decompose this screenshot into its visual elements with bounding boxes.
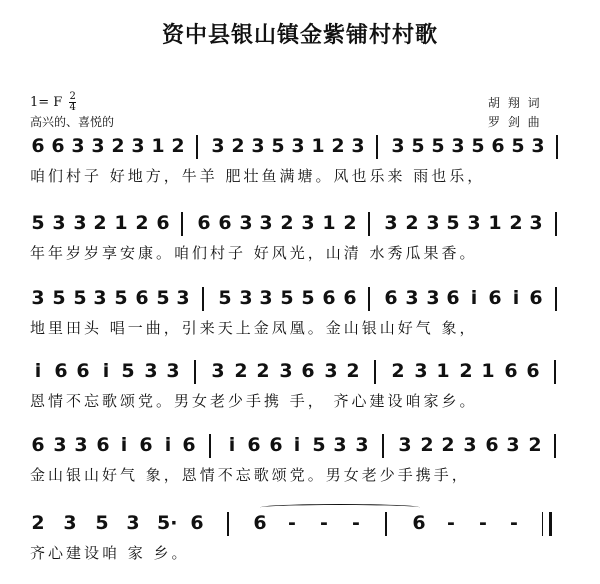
note: 5 bbox=[114, 287, 128, 309]
lyrics-line: 金山银山好气 象，恩情不忘歌颂党。男女老少手携手， bbox=[30, 466, 470, 484]
note: - bbox=[288, 512, 296, 534]
note: 3 bbox=[176, 287, 190, 309]
note: 6 bbox=[218, 212, 232, 234]
barline bbox=[555, 212, 557, 236]
note: 5 bbox=[471, 135, 485, 157]
note: i bbox=[512, 287, 520, 309]
note: 6 bbox=[301, 360, 315, 382]
note: 5 bbox=[271, 135, 285, 157]
note: 3 bbox=[463, 434, 477, 456]
note: 2 bbox=[171, 135, 185, 157]
note: 2 bbox=[31, 512, 45, 534]
final-barline bbox=[542, 512, 552, 536]
time-signature-top: 2 bbox=[69, 91, 76, 102]
notation-line bbox=[30, 210, 570, 236]
note: i bbox=[293, 434, 301, 456]
note: 2 bbox=[331, 135, 345, 157]
note: 6 bbox=[139, 434, 153, 456]
note: 3 bbox=[301, 212, 315, 234]
note: 5 bbox=[73, 287, 87, 309]
note: 6 bbox=[412, 512, 426, 534]
note: 3 bbox=[529, 212, 543, 234]
note: 2 bbox=[135, 212, 149, 234]
note: 5 bbox=[218, 287, 232, 309]
note: i bbox=[228, 434, 236, 456]
note: 5 bbox=[511, 135, 525, 157]
note: 3 bbox=[239, 212, 253, 234]
note: 5 bbox=[121, 360, 135, 382]
note: 2 bbox=[343, 212, 357, 234]
note: 1 bbox=[488, 212, 502, 234]
note: 3 bbox=[211, 135, 225, 157]
note: 5 bbox=[52, 287, 66, 309]
note: 2 bbox=[231, 135, 245, 157]
barline bbox=[194, 360, 196, 384]
note: - bbox=[510, 512, 518, 534]
note: 3 bbox=[451, 135, 465, 157]
note: 6 bbox=[135, 287, 149, 309]
note: 6 bbox=[529, 287, 543, 309]
note: 3 bbox=[74, 434, 88, 456]
lyrics-line: 恩情不忘歌颂党。男女老少手携 手， 齐心建设咱家乡。 bbox=[30, 392, 478, 410]
barline bbox=[382, 434, 384, 458]
note: i bbox=[470, 287, 478, 309]
barline bbox=[385, 512, 387, 536]
note: 3 bbox=[31, 287, 45, 309]
note: 3 bbox=[405, 287, 419, 309]
note: 3 bbox=[251, 135, 265, 157]
note: 6 bbox=[247, 434, 261, 456]
note: 2 bbox=[256, 360, 270, 382]
barline bbox=[368, 212, 370, 236]
note: 6 bbox=[197, 212, 211, 234]
barline bbox=[555, 287, 557, 311]
note: 6 bbox=[96, 434, 110, 456]
lyrics-line: 年年岁岁享安康。咱们村子 好风光，山清 水秀瓜果香。 bbox=[30, 244, 478, 262]
note: 3 bbox=[414, 360, 428, 382]
note: 6 bbox=[488, 287, 502, 309]
note: 1 bbox=[436, 360, 450, 382]
note: 5· bbox=[157, 512, 178, 534]
note: 2 bbox=[346, 360, 360, 382]
note: 3 bbox=[506, 434, 520, 456]
barline bbox=[181, 212, 183, 236]
tempo-marking: 高兴的、喜悦的 bbox=[30, 115, 115, 129]
barline bbox=[374, 360, 376, 384]
note: i bbox=[120, 434, 128, 456]
lyrics-line: 咱们村子 好地方，牛羊 肥壮鱼满塘。风也乐来 雨也乐， bbox=[30, 167, 486, 185]
note: 1 bbox=[114, 212, 128, 234]
note: 6 bbox=[446, 287, 460, 309]
note: 3 bbox=[211, 360, 225, 382]
note: 2 bbox=[528, 434, 542, 456]
note: 2 bbox=[391, 360, 405, 382]
note: 3 bbox=[467, 212, 481, 234]
note: 3 bbox=[384, 212, 398, 234]
note: 2 bbox=[93, 212, 107, 234]
note: 3 bbox=[239, 287, 253, 309]
note: i bbox=[34, 360, 42, 382]
note: 2 bbox=[280, 212, 294, 234]
note: 3 bbox=[91, 135, 105, 157]
note: 3 bbox=[53, 434, 67, 456]
note: 1 bbox=[151, 135, 165, 157]
notation-line bbox=[30, 285, 570, 311]
note: 6 bbox=[31, 434, 45, 456]
score-row bbox=[0, 133, 600, 197]
key-signature bbox=[30, 92, 76, 113]
note: 3 bbox=[52, 212, 66, 234]
note: 6 bbox=[76, 360, 90, 382]
note: 5 bbox=[31, 212, 45, 234]
note: 6 bbox=[504, 360, 518, 382]
note: 2 bbox=[459, 360, 473, 382]
note: 3 bbox=[93, 287, 107, 309]
note: 6 bbox=[190, 512, 204, 534]
barline bbox=[209, 434, 211, 458]
note: 6 bbox=[322, 287, 336, 309]
note: 5 bbox=[280, 287, 294, 309]
score-row bbox=[0, 358, 600, 422]
note: 3 bbox=[259, 212, 273, 234]
note: 1 bbox=[322, 212, 336, 234]
note: 6 bbox=[156, 212, 170, 234]
note: - bbox=[320, 512, 328, 534]
note: 2 bbox=[234, 360, 248, 382]
note: 6 bbox=[485, 434, 499, 456]
lyrics-line: 地里田头 唱一曲，引来天上金凤凰。金山银山好气 象， bbox=[30, 319, 478, 337]
note: 3 bbox=[279, 360, 293, 382]
note: 6 bbox=[526, 360, 540, 382]
note: 3 bbox=[131, 135, 145, 157]
note: 3 bbox=[355, 434, 369, 456]
note: 3 bbox=[531, 135, 545, 157]
note: 6 bbox=[491, 135, 505, 157]
note: 5 bbox=[431, 135, 445, 157]
song-title: 资中县银山镇金紫铺村村歌 bbox=[161, 23, 438, 48]
lyrics-line: 齐心建设咱 家 乡。 bbox=[30, 544, 190, 562]
note: 1 bbox=[311, 135, 325, 157]
note: 3 bbox=[259, 287, 273, 309]
note: 2 bbox=[111, 135, 125, 157]
note: 2 bbox=[420, 434, 434, 456]
note: 3 bbox=[166, 360, 180, 382]
note: 5 bbox=[95, 512, 109, 534]
barline bbox=[196, 135, 198, 159]
note: 3 bbox=[398, 434, 412, 456]
note: - bbox=[479, 512, 487, 534]
barline bbox=[202, 287, 204, 311]
note: 5 bbox=[446, 212, 460, 234]
note: 1 bbox=[481, 360, 495, 382]
composer-credit: 罗 剑 曲 bbox=[488, 115, 542, 129]
note: - bbox=[352, 512, 360, 534]
barline bbox=[376, 135, 378, 159]
barline bbox=[556, 135, 558, 159]
note: 5 bbox=[156, 287, 170, 309]
note: 6 bbox=[51, 135, 65, 157]
tie-arc bbox=[260, 504, 420, 511]
note: 5 bbox=[301, 287, 315, 309]
notation-line bbox=[30, 358, 570, 384]
lyricist-credit: 胡 翔 词 bbox=[488, 96, 542, 110]
note: 2 bbox=[509, 212, 523, 234]
time-signature bbox=[69, 92, 75, 113]
note: 3 bbox=[324, 360, 338, 382]
note: i bbox=[164, 434, 172, 456]
score-row bbox=[0, 510, 600, 574]
note: 5 bbox=[312, 434, 326, 456]
note: i bbox=[102, 360, 110, 382]
note: - bbox=[447, 512, 455, 534]
notation-line bbox=[30, 432, 570, 458]
note: 3 bbox=[71, 135, 85, 157]
score-row bbox=[0, 432, 600, 496]
note: 6 bbox=[54, 360, 68, 382]
note: 6 bbox=[31, 135, 45, 157]
note: 5 bbox=[411, 135, 425, 157]
note: 3 bbox=[73, 212, 87, 234]
notation-line bbox=[30, 133, 570, 159]
time-signature-bottom: 4 bbox=[69, 102, 76, 113]
notation-line bbox=[30, 510, 570, 536]
note: 6 bbox=[253, 512, 267, 534]
note: 3 bbox=[291, 135, 305, 157]
key-label: 1= F bbox=[30, 95, 63, 110]
note: 2 bbox=[405, 212, 419, 234]
score-row bbox=[0, 285, 600, 349]
barline bbox=[554, 360, 556, 384]
barline bbox=[554, 434, 556, 458]
note: 3 bbox=[63, 512, 77, 534]
barline bbox=[368, 287, 370, 311]
note: 2 bbox=[441, 434, 455, 456]
note: 3 bbox=[426, 287, 440, 309]
note: 6 bbox=[384, 287, 398, 309]
note: 6 bbox=[182, 434, 196, 456]
note: 3 bbox=[391, 135, 405, 157]
note: 3 bbox=[351, 135, 365, 157]
note: 3 bbox=[333, 434, 347, 456]
note: 3 bbox=[144, 360, 158, 382]
barline bbox=[227, 512, 229, 536]
score-row bbox=[0, 210, 600, 274]
note: 6 bbox=[343, 287, 357, 309]
note: 3 bbox=[426, 212, 440, 234]
note: 3 bbox=[126, 512, 140, 534]
note: 6 bbox=[269, 434, 283, 456]
